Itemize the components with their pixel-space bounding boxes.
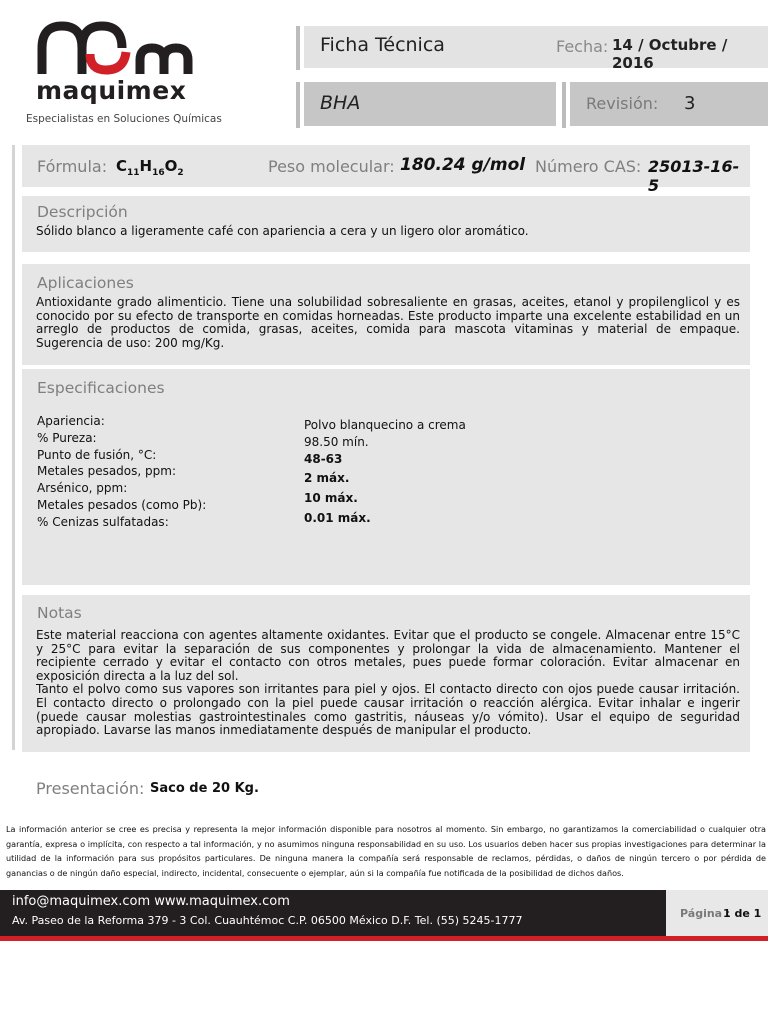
molecular-weight-label: Peso molecular: (268, 157, 395, 176)
header-divider (296, 26, 300, 70)
product-name-box (304, 82, 556, 126)
disclaimer-text: La información anterior se cree es precisa y representa la mejor información disponible para nosotros al momento. Sin embargo, no garantizamos la comerciabilidad o cualquier otra garantía, expresa o implícita, con respecto a tal información, y no asumimos ninguna responsabilidad en su uso. Los usuarios deben hacer sus propias investigaciones para determinar la utilidad de la información para sus propósitos particulares. De ninguna manera la compañía será responsable de reclamos, pérdidas, o daños de ningún tercero o por pérdida de ganancias o de ningún daño especial, indirecto, incidental, consecuente o ejemplar, aún si la compañía fue notificada de la posibilidad de dichos daños. (6, 824, 766, 878)
brand-tagline: Especialistas en Soluciones Químicas (26, 113, 222, 125)
description-section (22, 196, 750, 252)
presentation-value: Saco de 20 Kg. (150, 781, 259, 796)
cas-label: Número CAS: (535, 157, 642, 176)
spec-label: Metales pesados, ppm: (37, 464, 176, 479)
spec-label: Punto de fusión, °C: (37, 447, 157, 462)
applications-text: Antioxidante grado alimenticio. Tiene una solubilidad sobresaliente en grasas, aceites, etanol y propilenglicol y es conocido por su efecto de transporte en comidas horneadas. Este producto imparte una excelente estabilidad en un arreglo de productos de comida, grasas, aceites, comida para mascota vitaminas y material de empaque. Sugerencia de uso: 200 mg/Kg. (36, 295, 740, 350)
spec-label: % Pureza: (37, 430, 97, 445)
formula-row (22, 145, 750, 195)
date-label: Fecha: (556, 37, 609, 56)
molecular-weight-value: 180.24 g/mol (400, 155, 526, 175)
page-number-box (666, 890, 768, 936)
spec-value: 98.50 mín. (304, 434, 369, 449)
header-doc-type-box (304, 26, 768, 72)
page-label: Página : (680, 907, 731, 920)
notes-paragraph: Tanto el polvo como sus vapores son irritantes para piel y ojos. El contacto directo con ojos puede causar irritación. El contacto directo o prolongado con la piel puede causar irritación o reacción alérgica. Evitar inhalar e ingerir (puede causar molestias gastrointestinales como gastritis, náuseas y/o vómito). Usar el equipo de seguridad apropiado. Lavarse las manos inmediatamente después de manipular el producto. (36, 682, 740, 738)
doc-type-title: Ficha Técnica (320, 34, 445, 56)
spec-label: Arsénico, ppm: (37, 481, 128, 496)
footer-address: Av. Paseo de la Reforma 379 - 3 Col. Cuauhtémoc C.P. 06500 México D.F. Tel. (55) 5245-1777 (12, 914, 523, 927)
page-value: 1 de 1 (723, 907, 762, 920)
specifications-section (22, 369, 750, 585)
notes-text (36, 629, 740, 738)
brand-name: maquimex (36, 76, 187, 105)
revision-label: Revisión: (586, 94, 659, 113)
cas-value: 25013-16-5 (648, 157, 740, 195)
body-border (12, 145, 15, 750)
spec-labels (37, 413, 206, 531)
footer-contact[interactable]: info@maquimex.com www.maquimex.com (12, 894, 290, 909)
footer-bar (0, 890, 768, 936)
spec-value: 2 máx. (304, 471, 350, 486)
spec-values (304, 417, 466, 527)
formula-value: $C_{11}H_{16}O_2$ (116, 157, 184, 178)
revision-value: 3 (684, 93, 696, 114)
product-name: BHA (320, 92, 361, 114)
notes-title: Notas (37, 604, 82, 622)
specifications-title: Especificaciones (37, 379, 165, 397)
notes-paragraph: Este material reacciona con agentes altamente oxidantes. Evitar que el producto se congele. Almacenar entre 15°C y 25°C para evitar la separación de sus componentes y prolongar la vida de almacenamiento. Mantener el recipiente cerrado y evitar el contacto con otros metales, pues puede formar coloración. Evitar almacenar en exposición directa a la luz del sol. (36, 628, 740, 683)
spec-value: Polvo blanquecino a crema (304, 418, 466, 432)
description-title: Descripción (37, 203, 128, 221)
footer-accent-line (0, 936, 768, 941)
applications-section (22, 264, 750, 365)
applications-title: Aplicaciones (37, 274, 134, 292)
presentation-label: Presentación: (36, 779, 145, 798)
spec-value: 0.01 máx. (304, 510, 371, 525)
spec-value: 10 máx. (304, 491, 358, 506)
spec-label: Metales pesados (como Pb): (37, 497, 207, 512)
revision-box (570, 82, 768, 126)
spec-label: Apariencia: (37, 414, 105, 428)
notes-section (22, 595, 750, 752)
date-value: 14 / Octubre / 2016 (612, 36, 728, 72)
header-divider (562, 82, 566, 128)
formula-label: Fórmula: (37, 157, 108, 176)
spec-value: 48-63 (304, 451, 343, 466)
spec-label: % Cenizas sulfatadas: (37, 514, 169, 529)
logo-mark-icon (28, 18, 228, 80)
header-divider (296, 82, 300, 128)
description-text: Sólido blanco a ligeramente café con apariencia a cera y un ligero olor aromático. (36, 224, 529, 238)
